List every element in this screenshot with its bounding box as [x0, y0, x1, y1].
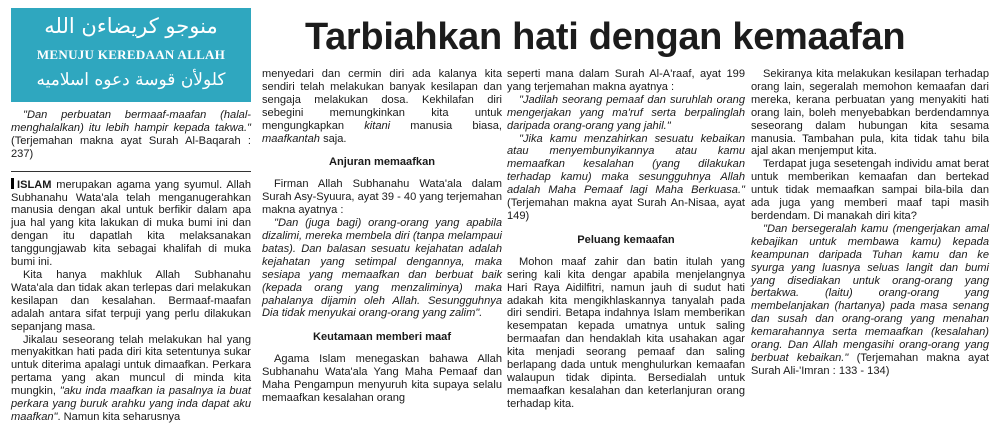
subheading: Peluang kemaafan: [577, 233, 675, 246]
logo-arabic-title: منوجو كريضاءن الله: [44, 14, 218, 38]
quote: "Jadilah seorang pemaaf dan suruhlah orang mengerjakan yang ma'ruf serta berpalinglah daripada orang-orang yang jahil.": [507, 93, 745, 132]
quote: "Jika kamu menzahirkan sesuatu kebaikan atau menyembunyikannya atau kamu memaafkan kesalahan (yang dilakukan terhadap kamu) maka sesungguhnya Allah adalah Maha Pemaaf lagi Maha Berkuasa." (Terjemahan makna ayat Surah An-Nisaa, ayat 149): [507, 132, 745, 222]
article-headline: Tarbiahkan hati dengan kemaafan: [305, 16, 906, 58]
quote: "Dan bersegeralah kamu (mengerjakan amal kebajikan untuk membawa kamu) kepada keampunan daripada Tuhan kamu dan ke syurga yang luasnya seluas langit dan bumi yang disediakan untuk orang-orang yang bertakwa. (laitu) orang-orang yang membelanjakan (hartanya) pada masa senang dan susah dan orang-orang yang menahan kemarahannya serta memaafkan (kesalahan) orang. Dan Allah mengasihi orang-orang yang berbuat kebaikan." (Terjemahan makna ayat Surah Ali-'Imran : 133 - 134): [751, 222, 989, 377]
quote: "Dan (juga bagi) orang-orang yang apabila dizalimi, mereka membela diri (tanpa melampaui batas). Dan balasan sesuatu kejahatan adalah kejahatan yang setimpal dengannya, maka sesiapa yang memaafkan dan berbuat baik (kepada orang yang menzaliminya) maka pahalanya dijamin oleh Allah. Sesungguhnya Dia tidak menyukai orang-orang yang zalim".: [262, 217, 502, 320]
article-column-2: [262, 68, 502, 405]
paragraph: Mohon maaf zahir dan batin itulah yang sering kali kita dengar apabila menjelangnya Hari Raya Aidilfitri, namun jauh di sudut hati adakah kita mengikhlaskannya tanyalah pada diri sendiri. Betapa indahnya Islam memberikan kesempatan kepada umatnya untuk saling bermaafan dan hendaklah kita usahakan agar kita menjadi seorang pemaaf dan saling berlapang dada untuk menghulurkan kemaafan walaupun tidak dipinta. Bersedialah untuk memaafkan kesalahan dan keterlanjuran orang terhadap kita.: [507, 255, 745, 410]
paragraph: Sekiranya kita melakukan kesilapan terhadap orang lain, segeralah memohon kemaafan dari mereka, kerana perbuatan yang menyakiti hati orang lain, boleh menyebabkan berdendamnya seseorang dalam hubungan kita sesama manusia. Tambahan pula, kita tidak tahu bila ajal akan menjemput kita.: [751, 68, 989, 158]
paragraph: menyedari dan cermin diri ada kalanya kita sendiri telah melakukan banyak kesilapan dan sengaja melakukan dosa. Kekhilafan diri sebegini memungkinkan kita untuk mengungkapkan kitani manusia biasa, maafkantah saja.: [262, 68, 503, 145]
paragraph: Jikalau seseorang telah melakukan hal yang menyakitkan hati pada diri kita setentunya sukar untuk diterima apalagi untuk dimaafkan. Perkara pertama yang akan muncul di minda kita mungkin, "aku inda maafkan ia pasalnya ia buat perkara yang buruk arahku yang inda dapat aku maafkan". Namun kita seharusnya: [11, 333, 251, 423]
subheading: Anjuran memaafkan: [328, 156, 436, 169]
paragraph: Terdapat juga sesetengah individu amat berat untuk memberikan kemaafan dan bertekad untuk tidak memaafkan sampai bila-bila dan ada juga yang memberi maaf tapi masih berdendam. Di manakah diri kita?: [751, 158, 989, 222]
divider: [11, 171, 251, 172]
paragraph: ISLAM merupakan agama yang syumul. Allah Subhanahu Wata'ala telah menganugerahkan manusia dengan akal untuk berfikir dalam apa jua hal yang kita lakukan di muka bumi ini dan dengan itu dapatlah kita melaksanakan tanggungjawab kita sebagai khalifah di muka bumi ini.: [11, 178, 251, 269]
paragraph: Kita hanya makhluk Allah Subhanahu Wata'ala dan tidak akan terlepas dari melakukan kesilapan dan kesalahan. Bermaaf-maafan adalah antara sifat terpuji yang perlu dilakukan sepanjang masa.: [11, 268, 251, 333]
paragraph: Firman Allah Subhanahu Wata'ala dalam Surah Asy-Syuura, ayat 39 - 40 yang terjemahan makna ayatnya :: [262, 178, 502, 217]
opening-quote: "Dan perbuatan bermaaf-maafan (halal-menghalalkan) itu lebih hampir kepada takwa." (Terjemahan makna ayat Surah Al-Baqarah : 237): [11, 109, 251, 160]
logo-latin-title: MENUJU KEREDAAN ALLAH: [36, 47, 226, 62]
logo-arabic-subtitle: كلولأن قوسة دعوه اسلاميه: [36, 70, 226, 90]
article-column-3: [507, 68, 745, 411]
column-logo: [11, 8, 251, 102]
article-column-1: [11, 109, 251, 424]
paragraph: Agama Islam menegaskan bahawa Allah Subhanahu Wata'ala Yang Maha Pemaaf dan Maha Pengampun menyuruh kita supaya selalu memaafkan kesalahan orang: [262, 353, 502, 404]
article-column-4: [751, 68, 989, 378]
lead-bar: [11, 178, 14, 189]
subheading: Keutamaan memberi maaf: [312, 331, 452, 344]
lead-cap: ISLAM: [17, 178, 52, 191]
paragraph: seperti mana dalam Surah Al-A'raaf, ayat 199 yang terjemahan makna ayatnya :: [507, 68, 745, 93]
